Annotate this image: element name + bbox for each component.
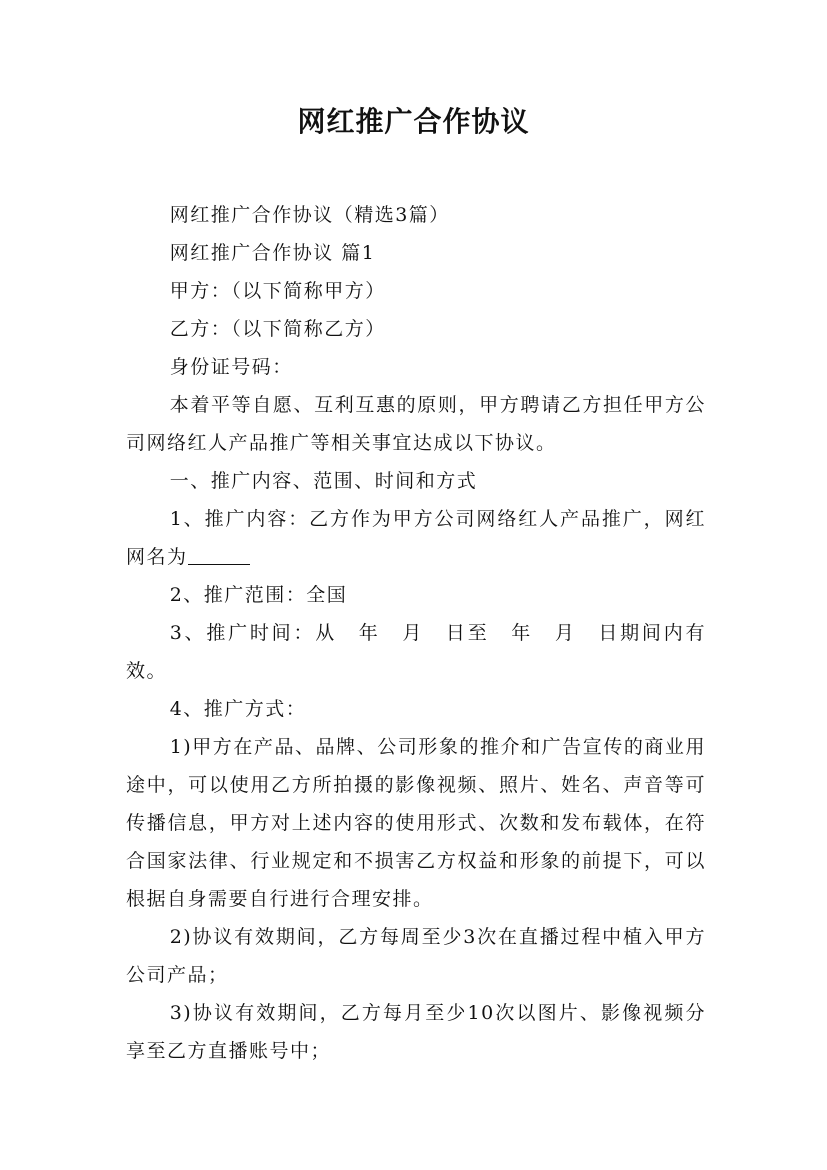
fill-in-blank-line — [188, 545, 250, 565]
paragraph: 甲方：（以下简称甲方） — [169, 280, 386, 302]
paragraph-text: 1、推广内容：乙方作为甲方公司网络红人产品推广，网红网名为 — [126, 508, 706, 568]
paragraph: 2)协议有效期间，乙方每周至少3次在直播过程中植入甲方公司产品； — [126, 926, 706, 986]
paragraph: 乙方：（以下简称乙方） — [169, 318, 386, 340]
paragraph: 一、推广内容、范围、时间和方式 — [169, 470, 478, 492]
paragraph: 本着平等自愿、互利互惠的原则，甲方聘请乙方担任甲方公司网络红人产品推广等相关事宜达成以下协议。 — [126, 394, 706, 454]
paragraph: 身份证号码： — [169, 356, 293, 378]
paragraph: 1)甲方在产品、品牌、公司形象的推介和广告宣传的商业用途中，可以使用乙方所拍摄的影像视频、照片、姓名、声音等可传播信息，甲方对上述内容的使用形式、次数和发布载体，在符合国家法律、行业规定和不损害乙方权益和形象的前提下，可以根据自身需要自行进行合理安排。 — [126, 736, 706, 910]
document-body — [126, 196, 706, 1070]
document-title: 网红推广合作协议 — [297, 105, 530, 138]
paragraph: 4、推广方式： — [169, 698, 307, 720]
paragraph: 2、推广范围：全国 — [169, 584, 348, 606]
paragraph: 网红推广合作协议（精选3篇） — [169, 204, 450, 226]
paragraph: 3、推广时间：从 年 月 日至 年 月 日期间内有效。 — [126, 622, 706, 682]
paragraph-with-blank — [126, 500, 706, 576]
paragraph: 3)协议有效期间，乙方每月至少10次以图片、影像视频分享至乙方直播账号中； — [126, 1002, 706, 1062]
paragraph: 网红推广合作协议 篇1 — [169, 242, 376, 264]
